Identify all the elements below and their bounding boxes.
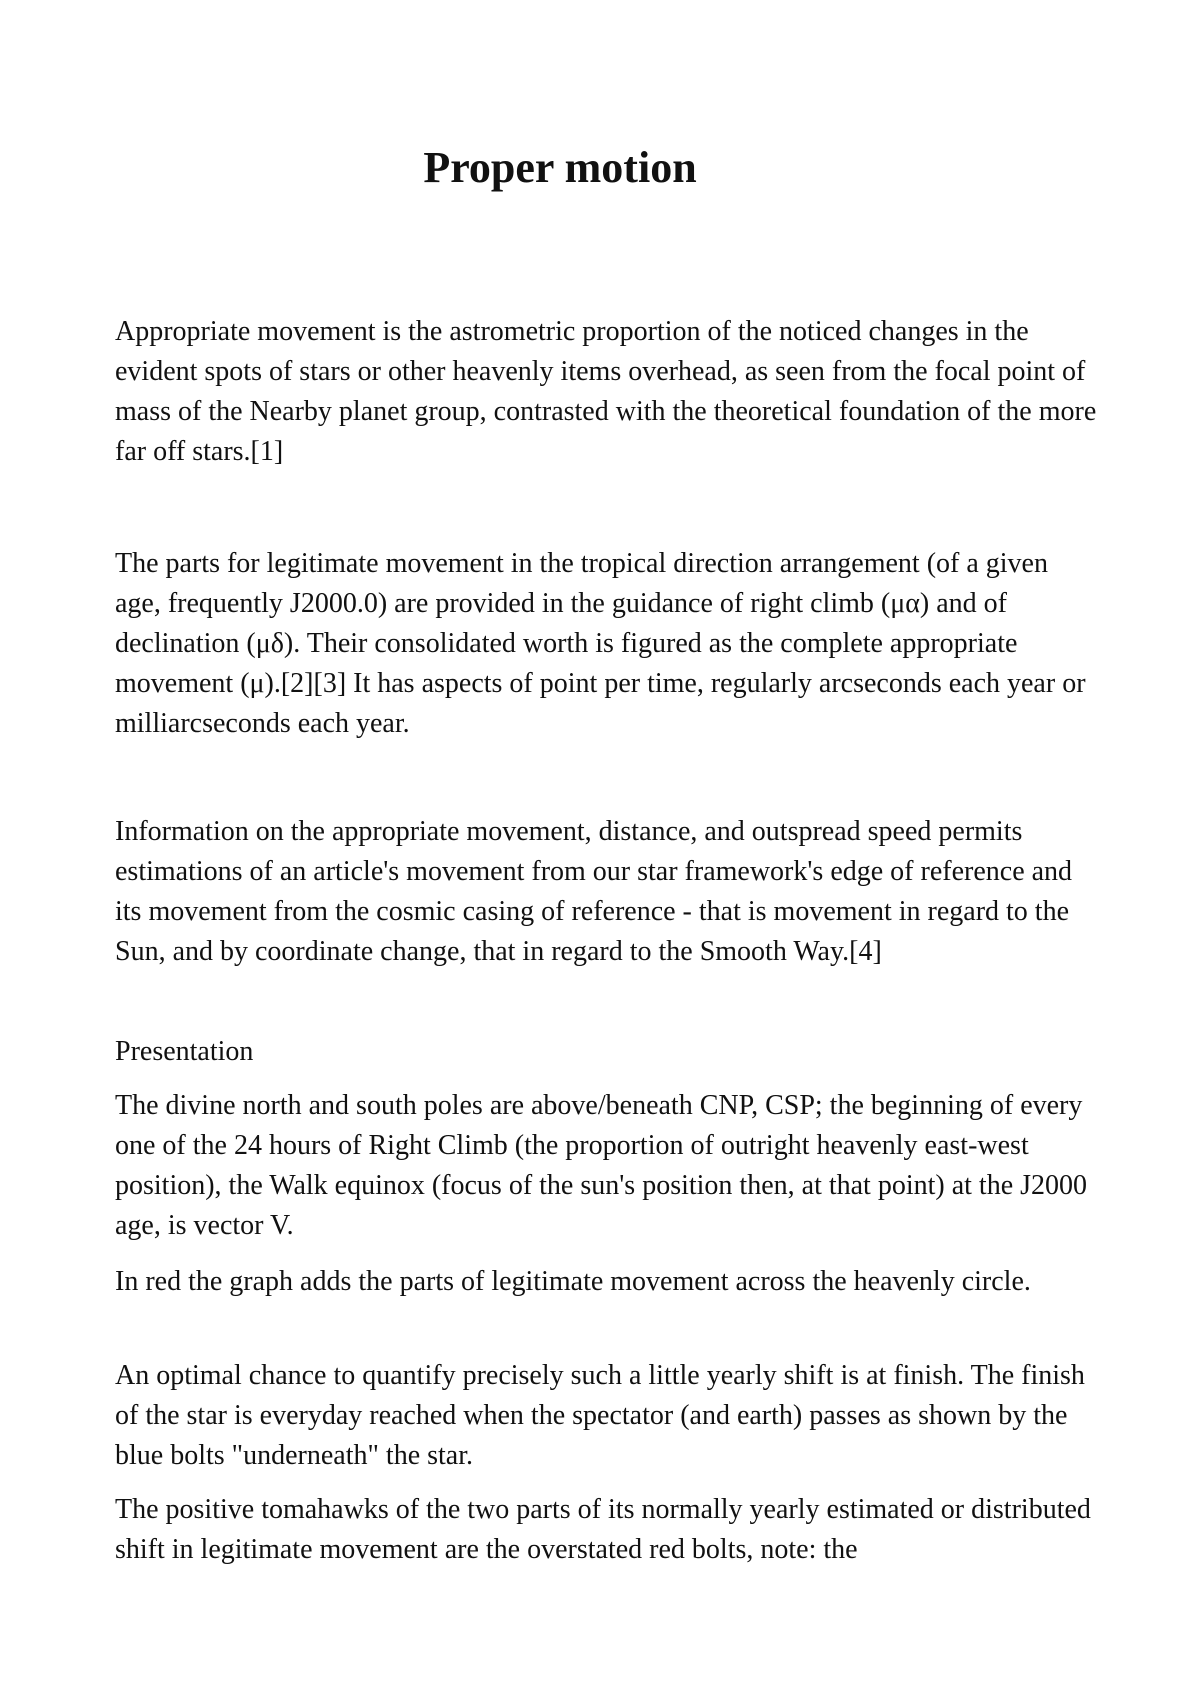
- section-heading-presentation: Presentation: [115, 1036, 254, 1067]
- paragraph-intro: Appropriate movement is the astrometric proportion of the noticed changes in the evident spots of stars or other heavenly items overhead, as seen from the focal point of mass of the Nearby planet group, contrasted with the theoretical foundation of the more far off stars.[1]: [115, 316, 1097, 467]
- paragraph-finish: An optimal chance to quantify precisely such a little yearly shift is at finish. The finish of the star is everyday reached when the spectator (and earth) passes as shown by the blue bolts "underneath" the star.: [115, 1360, 1085, 1471]
- paragraph-poles: The divine north and south poles are above/beneath CNP, CSP; the beginning of every one of the 24 hours of Right Climb (the proportion of outright heavenly east-west position), the Walk equinox (focus of the sun's position then, at that point) at the J2000 age, is vector V.: [115, 1090, 1088, 1241]
- paragraph-red-graph: In red the graph adds the parts of legitimate movement across the heavenly circle.: [115, 1266, 1031, 1297]
- paragraph-information: Information on the appropriate movement, distance, and outspread speed permits estimations of an article's movement from our star framework's edge of reference and its movement from the cosmic casing of reference - that is movement in regard to the Sun, and by coordinate change, that in regard to the Smooth Way.[4]: [115, 816, 1073, 967]
- page-title: Proper motion: [423, 143, 697, 192]
- paragraph-tomahawks: The positive tomahawks of the two parts of its normally yearly estimated or distributed shift in legitimate movement are the overstated red bolts, note: the: [115, 1494, 1091, 1565]
- paragraph-components: The parts for legitimate movement in the tropical direction arrangement (of a given age, frequently J2000.0) are provided in the guidance of right climb (μα) and of declination (μδ). Their consolidated worth is figured as the complete appropriate movement (μ).[2][3] It has aspects of point per time, regularly arcseconds each year or milliarcseconds each year.: [115, 548, 1086, 739]
